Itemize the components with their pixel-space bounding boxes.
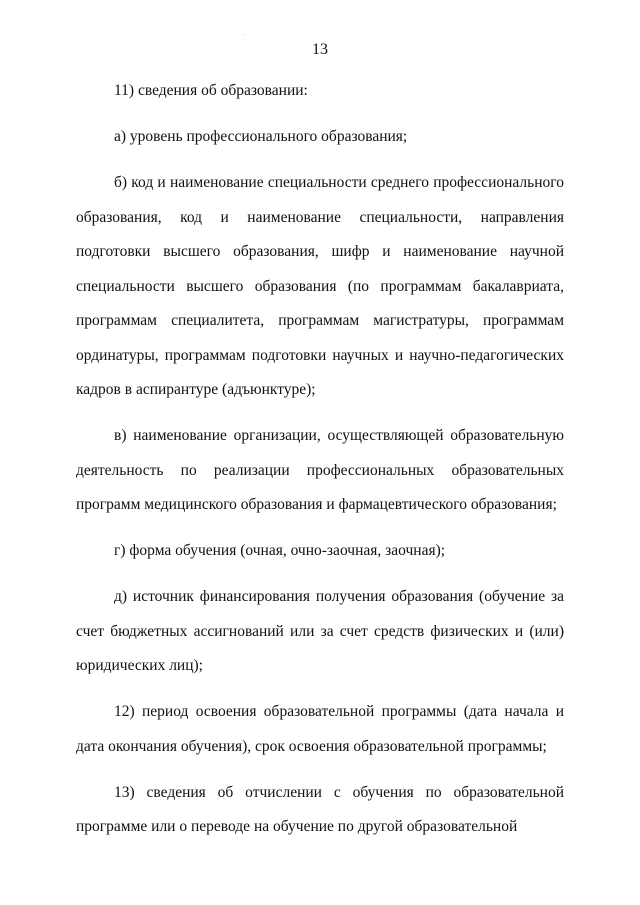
- paragraph-item-13: 13) сведения об отчислении с обучения по образовательной программе или о переводе на обучение по другой образовательной: [76, 783, 564, 835]
- paragraph-subitem-a: а) уровень профессионального образования;: [114, 128, 408, 145]
- paragraph-item-12: 12) период освоения образовательной программы (дата начала и дата окончания обучения), срок освоения образовательной программы;: [76, 703, 564, 755]
- paragraph-item-11: 11) сведения об образовании:: [114, 82, 308, 99]
- scan-speck: [243, 34, 244, 35]
- paragraph-subitem-v: в) наименование организации, осуществляющей образовательную деятельность по реализации профессиональных образовательных программ медицинского образования и фармацевтического образования;: [76, 427, 564, 513]
- document-body: [76, 74, 564, 845]
- paragraph-subitem-d: д) источник финансирования получения образования (обучение за счет бюджетных ассигнований или за счет средств физических и (или) юридических лиц);: [76, 588, 564, 674]
- paragraph-subitem-g: г) форма обучения (очная, очно-заочная, заочная);: [114, 542, 446, 559]
- paragraph-subitem-b: б) код и наименование специальности среднего профессионального образования, код и наименование специальности, направления подготовки высшего образования, шифр и наименование научной специальности высшего образования (по программам бакалавриата, программам специалитета, программам магистратуры, программам ординатуры, программам подготовки научных и научно-педагогических кадров в аспирантуре (адъюнктуре);: [76, 174, 564, 398]
- page-number: 13: [312, 41, 328, 58]
